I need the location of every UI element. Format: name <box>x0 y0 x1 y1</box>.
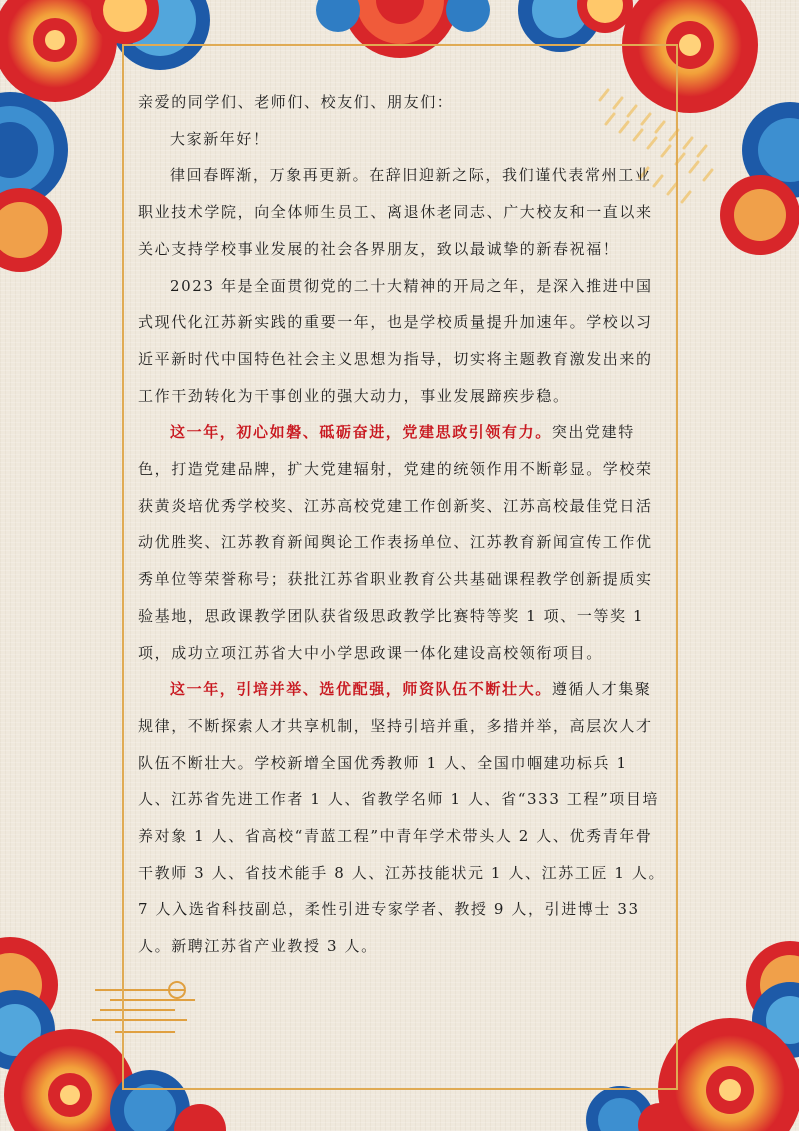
party-building-highlight: 这一年，初心如磐、砥砺奋进，党建思政引领有力。 <box>170 423 552 442</box>
salutation: 亲爱的同学们、老师们、校友们、朋友们： <box>138 93 454 111</box>
greeting: 大家新年好！ <box>170 129 270 148</box>
paragraph-party-building <box>138 414 666 671</box>
faculty-body: 遵循人才集聚规律，不断探索人才共享机制，坚持引培并重，多措并举，高层次人才队伍不断壮大。学校新增全国优秀教师 1 人、全国巾帼建功标兵 1 人、江苏省先进工作者 1 人、省教学名师 1 人、省“333 工程”项目培养对象 1 人、省高校“青蓝工程”中青年学术带头人 2 人、优秀青年骨干教师 3 人、省技术能手 8 人、江苏技能状元 1 人、江苏工匠 1 人。7 人入选省科技副总，柔性引进专家学者、教授 9 人，引进博士 33 人。新聘江苏省产业教授 3 人。 <box>138 680 666 956</box>
new-year-letter <box>138 84 666 965</box>
faculty-highlight: 这一年，引培并举、选优配强，师资队伍不断壮大。 <box>170 680 552 699</box>
paragraph-faculty <box>138 671 666 965</box>
paragraph-2023-overview: 2023 年是全面贯彻党的二十大精神的开局之年，是深入推进中国式现代化江苏新实践的重要一年，也是学校质量提升加速年。学校以习近平新时代中国特色社会主义思想为指导，切实将主题教育激发出来的工作干劲转化为干事创业的强大动力，事业发展蹄疾步稳。 <box>138 276 653 405</box>
party-building-body: 突出党建特色，打造党建品牌，扩大党建辐射，党建的统领作用不断彰显。学校荣获黄炎培优秀学校奖、江苏高校党建工作创新奖、江苏高校最佳党日活动优胜奖、江苏教育新闻舆论工作表扬单位、江苏教育新闻宣传工作优秀单位等荣誉称号；获批江苏省职业教育公共基础课程教学创新提质实验基地，思政课教学团队获省级思政教学比赛特等奖 1 项、一等奖 1 项，成功立项江苏省大中小学思政课一体化建设高校领衔项目。 <box>138 423 653 662</box>
paragraph-blessing: 律回春晖渐，万象再更新。在辞旧迎新之际，我们谨代表常州工业职业技术学院，向全体师生员工、离退休老同志、广大校友和一直以来关心支持学校事业发展的社会各界朋友，致以最诚挚的新春祝福！ <box>138 166 653 258</box>
